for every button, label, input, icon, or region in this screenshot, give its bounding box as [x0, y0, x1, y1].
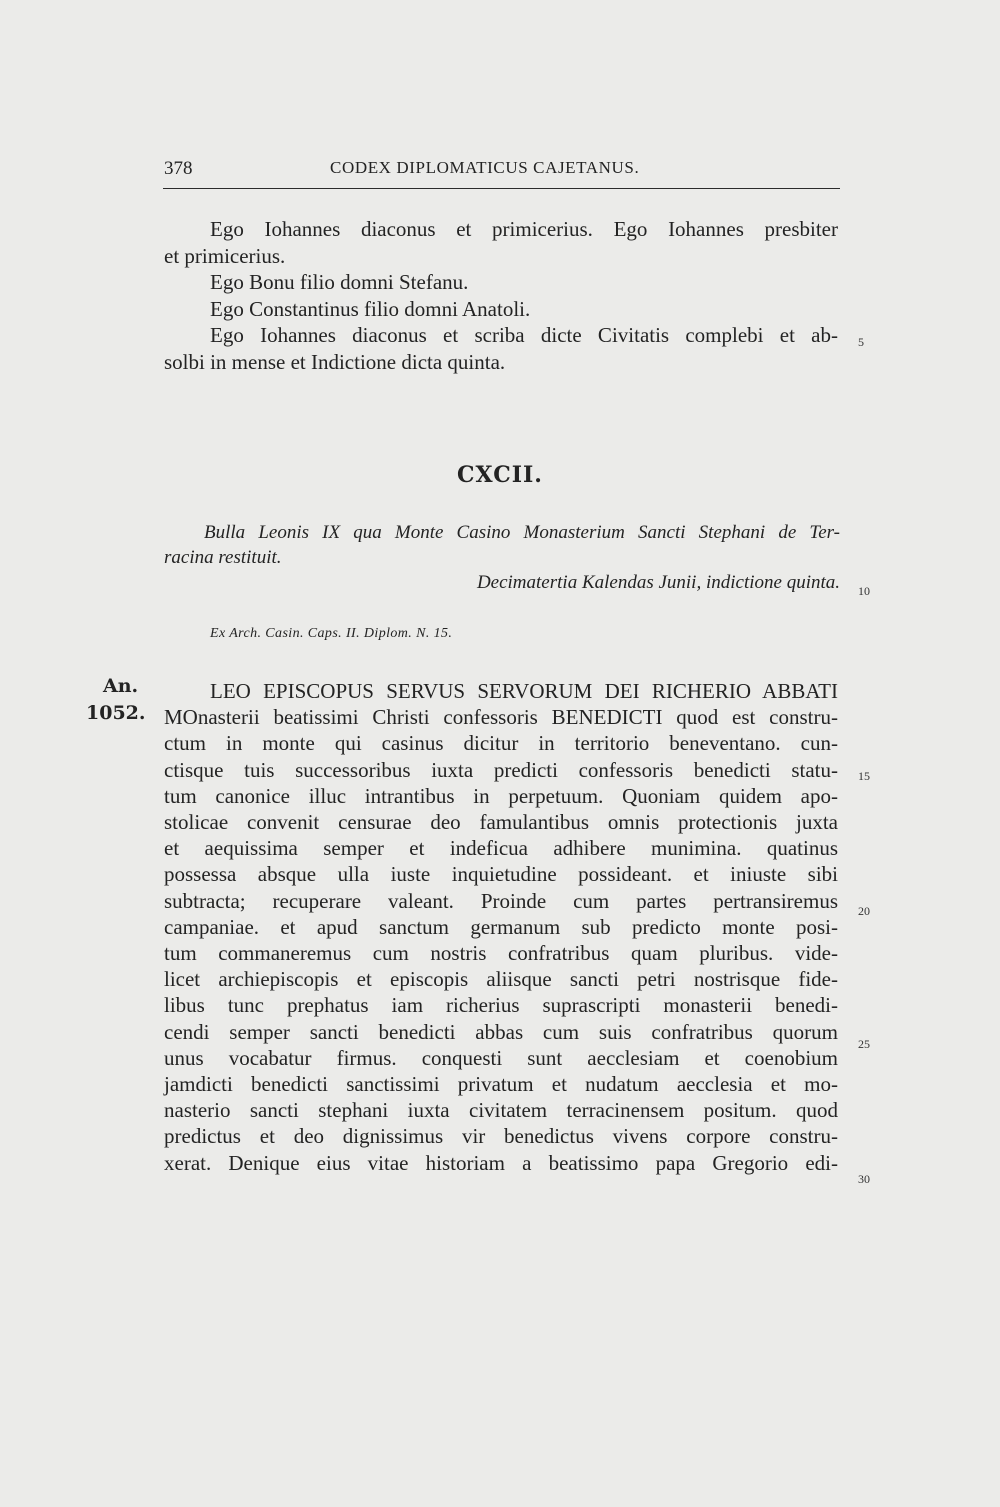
text-line: jamdicti benedicti sanctissimi privatum et nudatum aecclesia et mo-: [164, 1072, 838, 1097]
line-number: 15: [858, 769, 870, 783]
section-number: CXCII.: [457, 462, 543, 488]
text-line: xerat. Denique eius vitae historiam a beatissimo papa Gregorio edi-: [164, 1150, 838, 1175]
text-line: ctisque tuis successoribus iuxta predicti confessoris benedicti statu-: [164, 757, 838, 782]
bull-text: [164, 678, 838, 1176]
rubric-line: racina restituit.: [164, 547, 282, 568]
dateline: Decimatertia Kalendas Junii, indictione quinta.: [476, 572, 840, 593]
text-line: libus tunc prephatus iam richerius suprascripti monasterii benedi-: [164, 993, 838, 1018]
text-line: Ego Iohannes diaconus et primicerius. Ego Iohannes presbiter: [210, 217, 838, 241]
running-title: CODEX DIPLOMATICUS CAJETANUS.: [330, 158, 640, 177]
text-line: stolicae convenit censurae deo famulantibus omnis protectionis juxta: [164, 810, 838, 835]
line-number: 20: [858, 904, 870, 918]
text-line: Ego Iohannes diaconus et scriba dicte Civitatis complebi et ab-: [210, 323, 838, 348]
text-line: solbi in mense et Indictione dicta quinta.: [164, 349, 506, 374]
text-line: possessa absque ulla iuste inquietudine possideant. et iniuste sibi: [164, 862, 838, 887]
text-line: unus vocabatur firmus. conquesti sunt aecclesiam et coenobium: [164, 1045, 838, 1070]
text-line: et aequissima semper et indeficua adhibere munimina. quatinus: [164, 836, 838, 861]
text-line: LEO EPISCOPUS SERVUS SERVORUM DEI RICHERIO ABBATI: [210, 679, 838, 703]
text-line: tum canonice illuc intrantibus in perpetuum. Quoniam quidem apo-: [164, 783, 838, 808]
text-line: et primicerius.: [164, 243, 286, 268]
text-line: licet archiepiscopis et episcopis aliisque sancti petri nostrisque fide-: [164, 967, 838, 992]
line-number: 5: [858, 335, 864, 349]
rubric-line: Bulla Leonis IX qua Monte Casino Monasterium Sancti Stephani de Ter-: [204, 522, 840, 543]
header-rule: [163, 188, 840, 189]
line-number: 25: [858, 1037, 870, 1051]
text-line: campaniae. et apud sanctum germanum sub predicto monte posi-: [164, 914, 838, 939]
text-line: nasterio sancti stephani iuxta civitatem terracinensem positum. quod: [164, 1098, 838, 1123]
text-line: predictus et deo dignissimus vir benedictus vivens corpore constru-: [164, 1124, 838, 1149]
text-line: Ego Bonu filio domni Stefanu.: [210, 270, 469, 295]
page-number: 378: [164, 158, 193, 179]
line-number: 10: [858, 584, 870, 598]
text-line: ctum in monte qui casinus dicitur in territorio beneventano. cun-: [164, 731, 838, 756]
text-line: subtracta; recuperare valeant. Proinde cum partes pertransiremus: [164, 888, 838, 913]
text-line: cendi semper sancti benedicti abbas cum suis confratribus quorum: [164, 1019, 838, 1044]
text-line: MOnasterii beatissimi Christi confessoris BENEDICTI quod est constru-: [164, 705, 838, 730]
text-line: tum commaneremus cum nostris confratribus quam pluribus. vide-: [164, 941, 838, 966]
year-label: An.: [103, 675, 139, 697]
text-line: Ego Constantinus filio domni Anatoli.: [210, 296, 531, 321]
source-note: Ex Arch. Casin. Caps. II. Diplom. N. 15.: [210, 626, 453, 641]
year-number: 1052.: [86, 702, 146, 724]
subscriptions-block: [164, 216, 838, 376]
line-number: 30: [858, 1172, 870, 1186]
document-rubric: [164, 520, 840, 570]
